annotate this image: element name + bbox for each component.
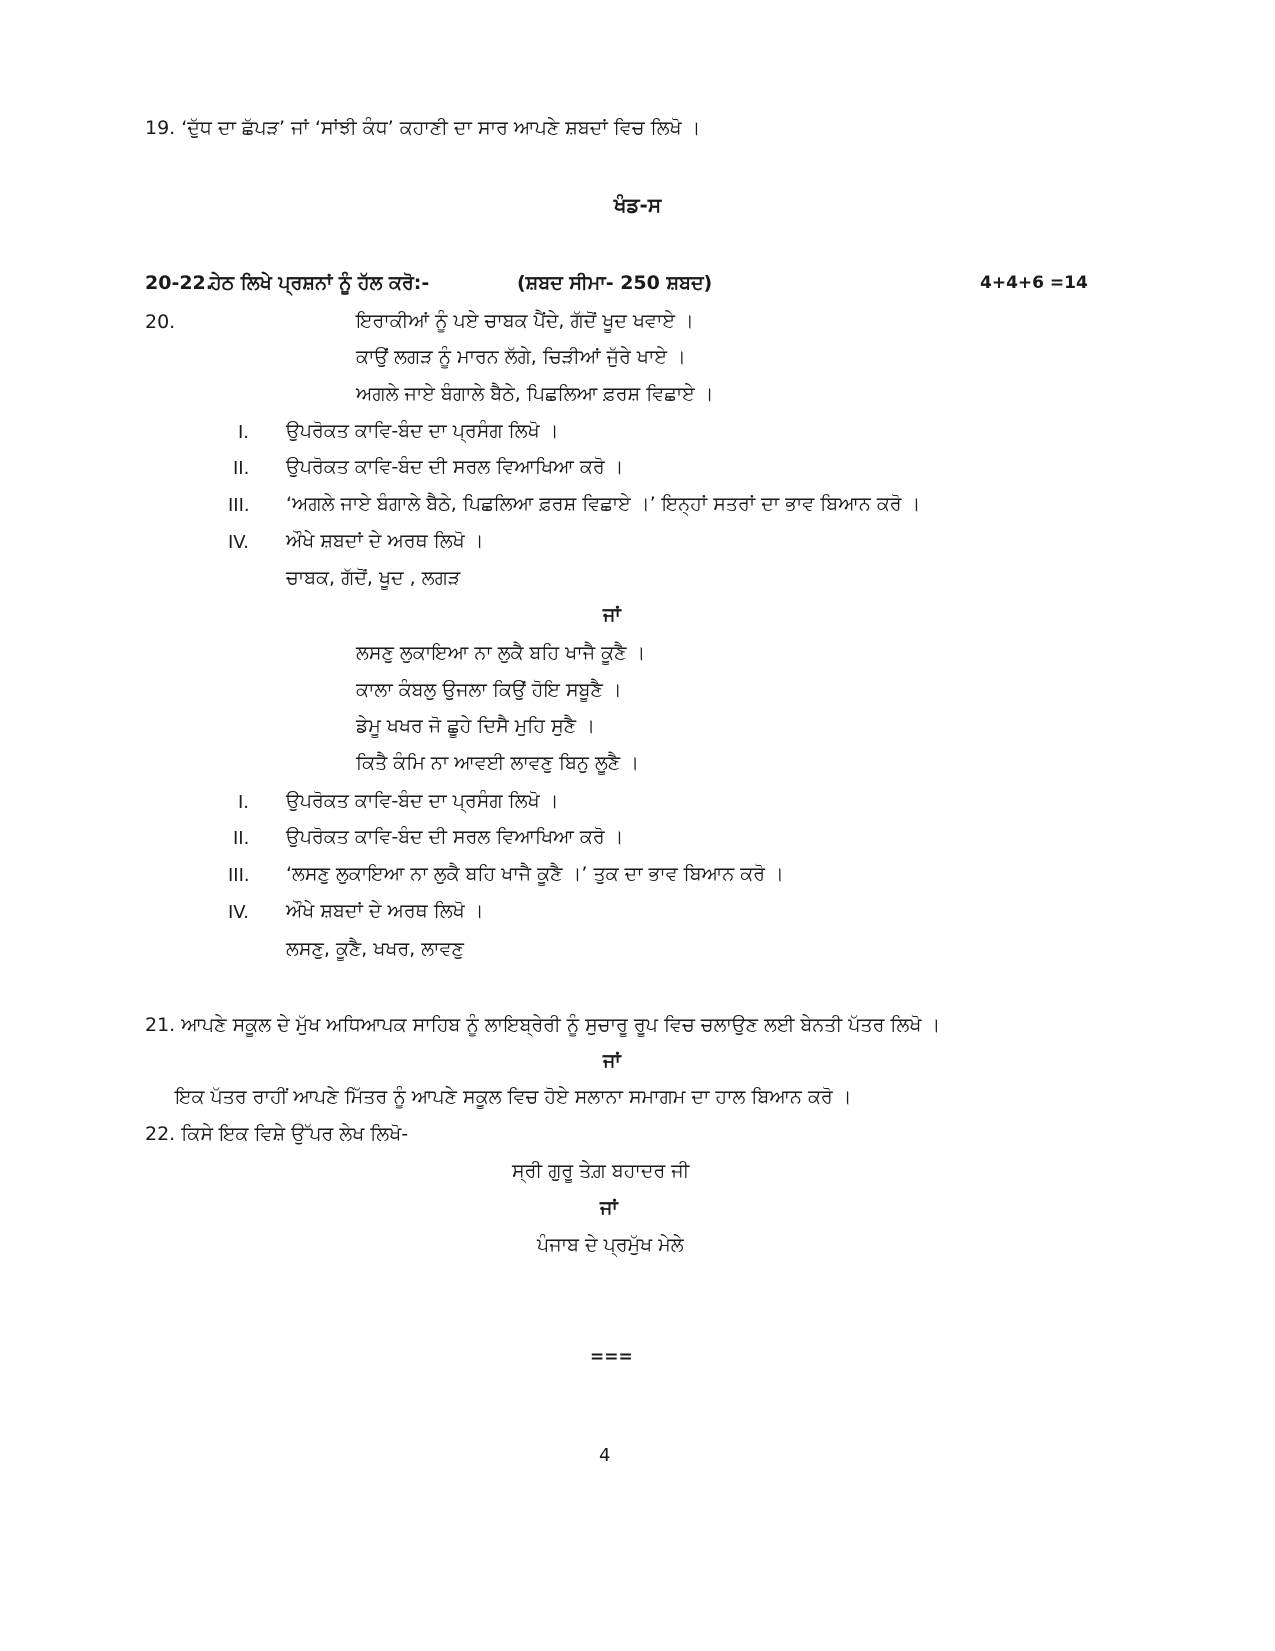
subq-number: IV. <box>228 902 250 923</box>
verse-b-line: ਡੇਮੂ ਖਖਰ ਜੋ ਛੂਹੇ ਦਿਸੈ ਮੁਹਿ ਸੁਣੈ । <box>356 715 596 737</box>
subq-text: ਉਪਰੋਕਤ ਕਾਵਿ-ਬੰਦ ਦਾ ਪ੍ਰਸੰਗ ਲਿਖੋ । <box>286 420 559 442</box>
marks: 4+4+6 =14 <box>980 273 1088 293</box>
section-title: ਖੰਡ-ਸ <box>613 193 662 217</box>
question-22: 22. ਕਿਸੇ ਇਕ ਵਿਸ਼ੇ ਉੱਪਰ ਲੇਖ ਲਿਖੋ- <box>145 1123 409 1145</box>
subq-number: III. <box>228 865 250 886</box>
subq-text: ਉਪਰੋਕਤ ਕਾਵਿ-ਬੰਦ ਦੀ ਸਰਲ ਵਿਆਖਿਆ ਕਰੋ । <box>286 826 624 848</box>
verse-a-line: ਇਰਾਕੀਆਂ ਨੂੰ ਪਏ ਚਾਬਕ ਪੈਂਦੇ, ਗੱਦੋਂ ਖੂਦ ਖਵਾਏ । <box>356 310 694 332</box>
subq-text: ਔਖੇ ਸ਼ਬਦਾਂ ਦੇ ਅਰਥ ਲਿਖੋ । <box>286 530 484 552</box>
subq-number: II. <box>233 828 250 849</box>
subq-text: ‘ਲਸਣੁ ਲੁਕਾਇਆ ਨਾ ਲੁਕੈ ਬਹਿ ਖਾਜੈ ਕੂਣੈ ।’ ਤੁਕ ਦਾ ਭਾਵ ਬਿਆਨ ਕਰੋ । <box>286 863 784 885</box>
question-21-alternative: ਇਕ ਪੱਤਰ ਰਾਹੀਂ ਆਪਣੇ ਮਿੱਤਰ ਨੂੰ ਆਪਣੇ ਸਕੂਲ ਵਿਚ ਹੋਏ ਸਲਾਨਾ ਸਮਾਗਮ ਦਾ ਹਾਲ ਬਿਆਨ ਕਰੋ । <box>175 1086 852 1108</box>
question-21: 21. ਆਪਣੇ ਸਕੂਲ ਦੇ ਮੁੱਖ ਅਧਿਆਪਕ ਸਾਹਿਬ ਨੂੰ ਲਾਇਬ੍ਰੇਰੀ ਨੂੰ ਸੁਚਾਰੂ ਰੂਪ ਵਿਚ ਚਲਾਉਣ ਲਈ ਬੇਨਤੀ ਪੱਤਰ ਲਿਖੋ । <box>145 1014 941 1036</box>
section-instruction: ਹੇਠ ਲਿਖੇ ਪ੍ਰਸ਼ਨਾਂ ਨੂੰ ਹੱਲ ਕਰੋ:- <box>210 272 430 294</box>
subq-text: ‘ਅਗਲੇ ਜਾਏ ਬੰਗਾਲੇ ਬੈਠੇ, ਪਿਛਲਿਆ ਫ਼ਰਸ਼ ਵਿਛਾਏ ।’ ਇਨ੍ਹਾਂ ਸਤਰਾਂ ਦਾ ਭਾਵ ਬਿਆਨ ਕਰੋ । <box>286 493 921 515</box>
or-separator: ਜਾਂ <box>600 1197 618 1219</box>
subq-number: II. <box>233 458 250 479</box>
verse-b-line: ਕਿਤੈ ਕੰਮਿ ਨਾ ਆਵਈ ਲਾਵਣੁ ਬਿਨੁ ਲੂਣੈ । <box>356 752 640 774</box>
subq-text: ਔਖੇ ਸ਼ਬਦਾਂ ਦੇ ਅਰਥ ਲਿਖੋ । <box>286 900 484 922</box>
verse-a-line: ਅਗਲੇ ਜਾਏ ਬੰਗਾਲੇ ਬੈਠੇ, ਪਿਛਲਿਆ ਫ਼ਰਸ਼ ਵਿਛਾਏ । <box>356 383 714 405</box>
or-separator: ਜਾਂ <box>603 604 621 626</box>
verse-a-line: ਕਾਉਂ ਲਗੜ ਨੂੰ ਮਾਰਨ ਲੱਗੇ, ਚਿੜੀਆਂ ਜੁੱਰੇ ਖਾਏ । <box>356 346 686 368</box>
section-range: 20-22. <box>145 272 213 294</box>
question-19: 19. ‘ਦੁੱਧ ਦਾ ਛੱਪੜ’ ਜਾਂ ‘ਸਾਂਝੀ ਕੰਧ’ ਕਹਾਣੀ ਦਾ ਸਾਰ ਆਪਣੇ ਸ਼ਬਦਾਂ ਵਿਚ ਲਿਖੋ । <box>145 117 701 139</box>
subq-text: ਉਪਰੋਕਤ ਕਾਵਿ-ਬੰਦ ਦਾ ਪ੍ਰਸੰਗ ਲਿਖੋ । <box>286 790 559 812</box>
page-number: 4 <box>599 1445 611 1466</box>
subq-number: I. <box>238 422 250 443</box>
verse-b-line: ਲਸਣੁ ਲੁਕਾਇਆ ਨਾ ਲੁਕੈ ਬਹਿ ਖਾਜੈ ਕੂਣੈ । <box>356 642 646 664</box>
subq-text: ਉਪਰੋਕਤ ਕਾਵਿ-ਬੰਦ ਦੀ ਸਰਲ ਵਿਆਖਿਆ ਕਰੋ । <box>286 456 624 478</box>
word-limit: (ਸ਼ਬਦ ਸੀਮਾ- 250 ਸ਼ਬਦ) <box>517 272 713 294</box>
question-20-number: 20. <box>145 311 176 333</box>
or-separator: ਜਾਂ <box>603 1050 621 1072</box>
essay-topic: ਸ੍ਰੀ ਗੁਰੂ ਤੇਗ਼ ਬਹਾਦਰ ਜੀ <box>512 1160 690 1182</box>
subq-number: IV. <box>228 532 250 553</box>
verse-b-line: ਕਾਲਾ ਕੰਬਲੁ ਉਜਲਾ ਕਿਉਂ ਹੋਇ ਸਬੂਣੈ । <box>356 679 622 701</box>
subq-number: I. <box>238 792 250 813</box>
word-list: ਲਸਣੁ, ਕੂਣੈ, ਖਖਰ, ਲਾਵਣੁ <box>286 938 464 960</box>
subq-number: III. <box>228 495 250 516</box>
essay-topic: ਪੰਜਾਬ ਦੇ ਪ੍ਰਮੁੱਖ ਮੇਲੇ <box>537 1234 684 1256</box>
word-list: ਚਾਬਕ, ਗੱਦੋਂ, ਖੂਦ , ਲਗੜ <box>286 567 461 589</box>
end-mark: === <box>590 1347 633 1367</box>
